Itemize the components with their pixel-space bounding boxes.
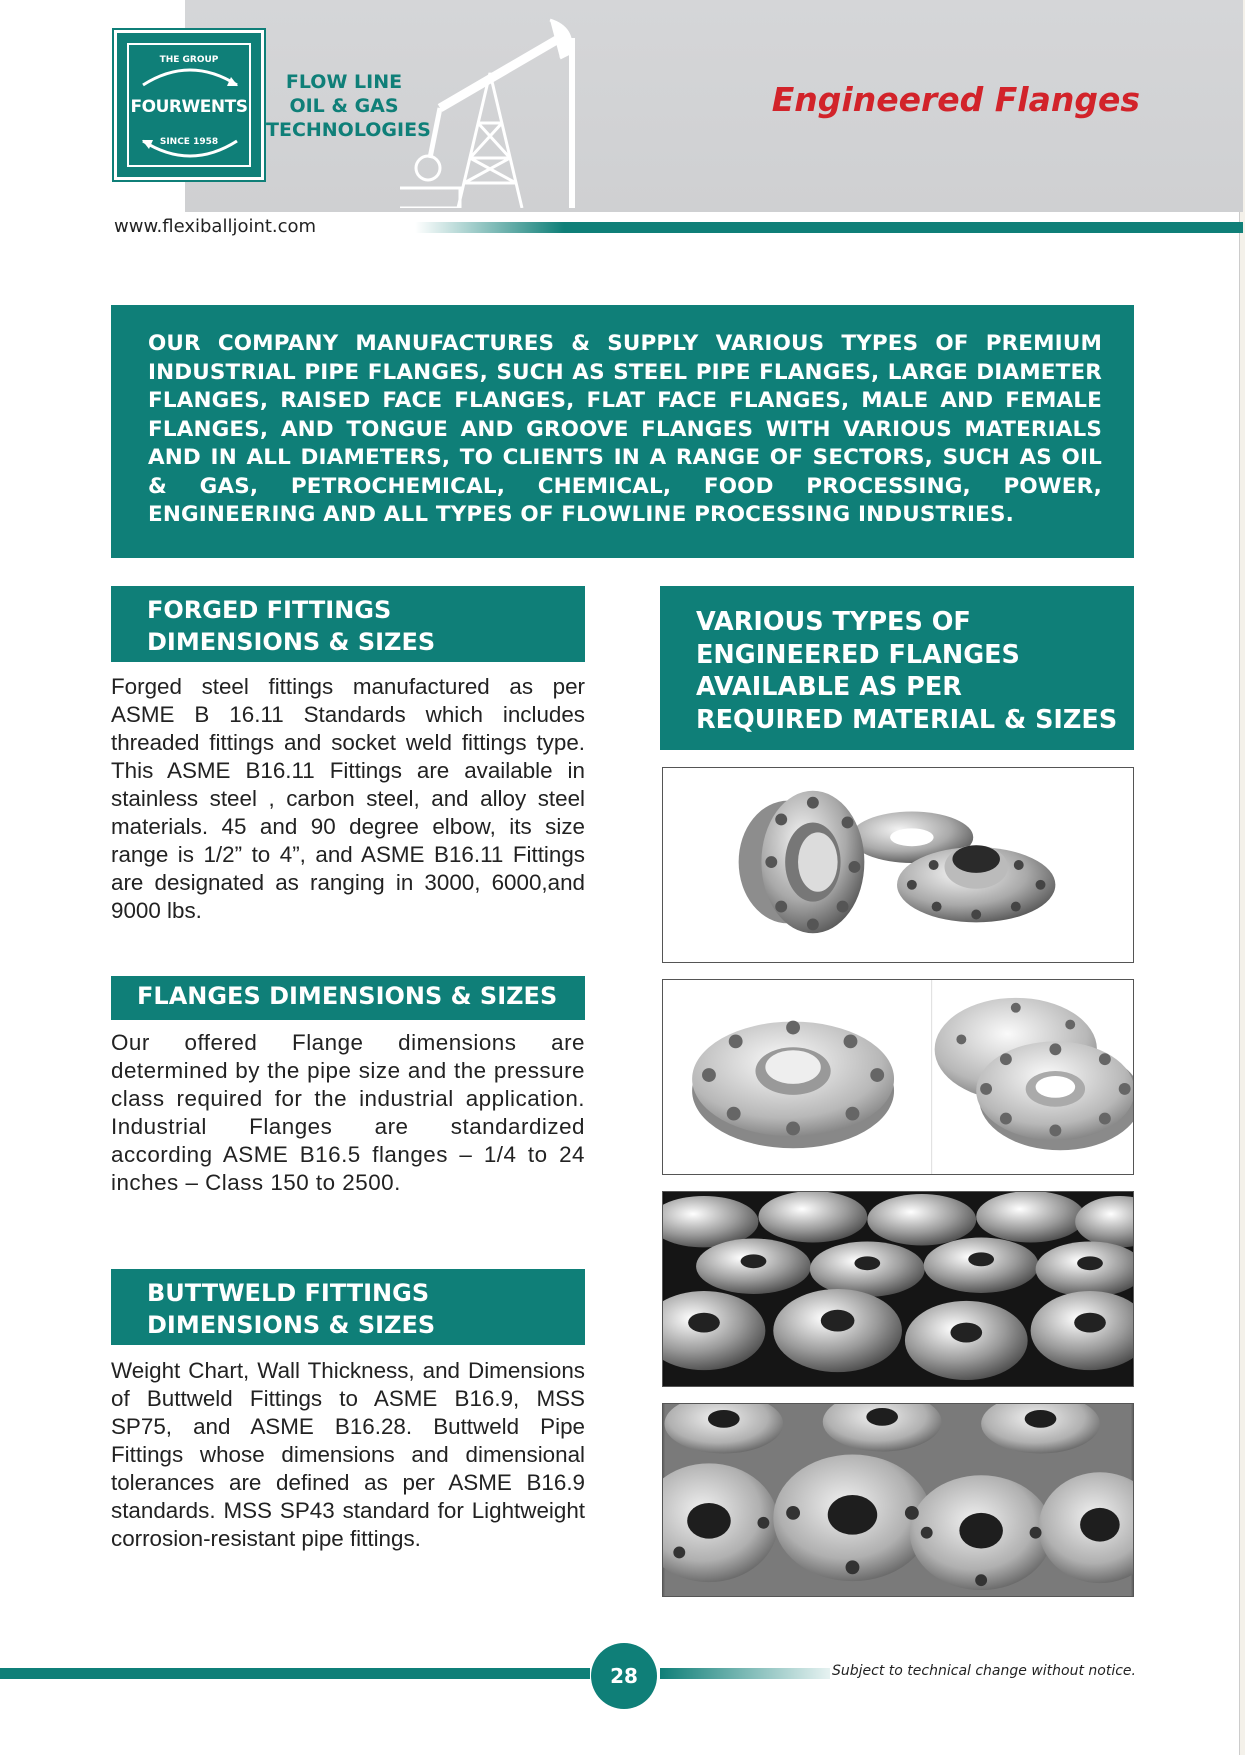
flange-photo-2 [662, 979, 1134, 1175]
company-logo [114, 30, 264, 180]
company-subtitle: FLOW LINE OIL & GAS TECHNOLOGIES [266, 71, 431, 141]
section-heading-forged-fittings: FORGED FITTINGS DIMENSIONS & SIZES [111, 586, 585, 662]
page-number: 28 [591, 1643, 657, 1709]
logo-arc-bottom-icon [135, 133, 245, 173]
flange-photo-1 [662, 767, 1134, 963]
section-heading-flanges: FLANGES DIMENSIONS & SIZES [111, 976, 585, 1020]
section-body-forged-fittings: Forged steel fittings manufactured as per ASME B 16.11 Standards which includes threaded fittings and socket weld fittings type. This ASME B16.11 Fittings are available in stainless steel , carbon steel, and alloy steel materials. 45 and 90 degree elbow, its size range is 1/2” to 4”, and ASME B16.11 Fittings are designated as ranging in 3000, 6000,and 9000 lbs. [111, 674, 585, 923]
page-title: Engineered Flanges [771, 80, 1140, 119]
logo-bottom-text: SINCE 1958 [159, 137, 219, 147]
flange-photo-3 [662, 1191, 1134, 1387]
footer-rule-left [0, 1668, 590, 1679]
logo-top-text: THE GROUP [159, 55, 219, 65]
intro-box [111, 305, 1134, 558]
section-heading-buttweld-fittings: BUTTWELD FITTINGS DIMENSIONS & SIZES [111, 1269, 585, 1345]
flange-photo-4 [662, 1403, 1134, 1597]
page-edge [1239, 0, 1245, 1755]
header-rule [415, 222, 1243, 233]
right-column-heading: VARIOUS TYPES OF ENGINEERED FLANGES AVAILABLE AS PER REQUIRED MATERIAL & SIZES [660, 586, 1134, 750]
intro-text: OUR COMPANY MANUFACTURES & SUPPLY VARIOUS TYPES OF PREMIUM INDUSTRIAL PIPE FLANGES, SUCH AS STEEL PIPE FLANGES, LARGE DIAMETER FLANGES, RAISED FACE FLANGES, FLAT FACE FLANGES, MALE AND FEMALE FLANGES, AND TONGUE AND GROOVE FLANGES WITH VARIOUS MATERIALS AND IN ALL DIAMETERS, TO CLIENTS IN A RANGE OF SECTORS, SUCH AS OIL & GAS, PETROCHEMICAL, CHEMICAL, FOOD PROCESSING, POWER, ENGINEERING AND ALL TYPES OF FLOWLINE PROCESSING INDUSTRIES. [148, 331, 1102, 527]
logo-name: FOURWENTS [130, 97, 248, 117]
oil-pumpjack-icon [400, 8, 610, 208]
section-body-flanges: Our offered Flange dimensions are determined by the pipe size and the pressure class required for the industrial application. Industrial Flanges are standardized according ASME B16.5 flanges – 1/4 to 24 inches – Class 150 to 2500. [111, 1030, 585, 1195]
section-body-buttweld-fittings: Weight Chart, Wall Thickness, and Dimensions of Buttweld Fittings to ASME B16.9, MSS SP75, and ASME B16.28. Buttweld Pipe Fittings whose dimensions and dimensional tolerances are defined as per ASME B16.9 standards. MSS SP43 standard for Lightweight corrosion-resistant pipe fittings. [111, 1358, 585, 1551]
footer-note: Subject to technical change without notice. [832, 1663, 1136, 1679]
website-link[interactable]: www.flexiballjoint.com [114, 216, 317, 237]
